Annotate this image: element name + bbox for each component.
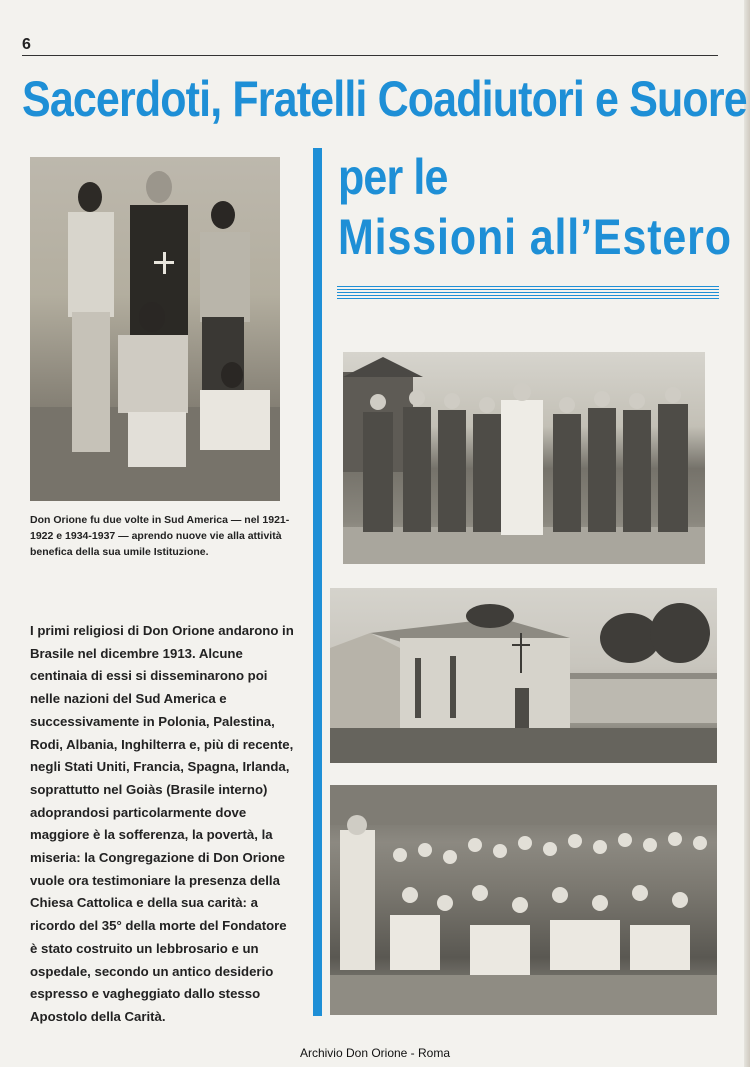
body-paragraph: I primi religiosi di Don Orione andarono in Brasile nel dicembre 1913. Alcune centinaia di essi si disseminarono poi nelle nazioni del Sud America e successivamente in Polonia, Palestina, Rodi, Albania, Inghilterra e, più di recente, negli Stati Uniti, Francia, Spagna, Irlanda, soprattutto nel Goiàs (Brasile interno) adoprandosi particolarmente dove maggiore è la sofferenza, la povertà, la miseria: la Congregazione di Don Orione vuole ora testimoniare la presenza della Chiesa Cattolica e della sua carità: a ricordo del 35° della morte del Fondatore è stato costruito un lebbrosario e un ospedale, secondo un antico desiderio espresso e vagheggiato dallo stesso Apostolo della Carità. — [30, 623, 294, 1024]
photo-group-of-boys — [343, 352, 705, 564]
title-line-3: Missioni all’Estero — [338, 209, 732, 265]
vertical-blue-bar — [313, 148, 322, 1016]
photo-don-orione-with-children — [30, 157, 280, 501]
footer-archive-label: Archivio Don Orione - Roma — [299, 1046, 451, 1060]
photo-church-building — [330, 588, 717, 763]
decorative-stripes — [337, 286, 719, 300]
title-line-1: Sacerdoti, Fratelli Coadiutori e Suore — [22, 71, 747, 127]
page-number: 6 — [22, 36, 31, 53]
page-edge — [744, 0, 750, 1067]
title-line-2: per le — [338, 149, 448, 205]
top-rule — [22, 55, 718, 56]
photo-crowd-gathering — [330, 785, 717, 1015]
photo-caption: Don Orione fu due volte in Sud America — nel 1921-1922 e 1934-1937 — aprendo nuove vie alla attività benefica della sua umile Istituzione. — [30, 514, 290, 558]
